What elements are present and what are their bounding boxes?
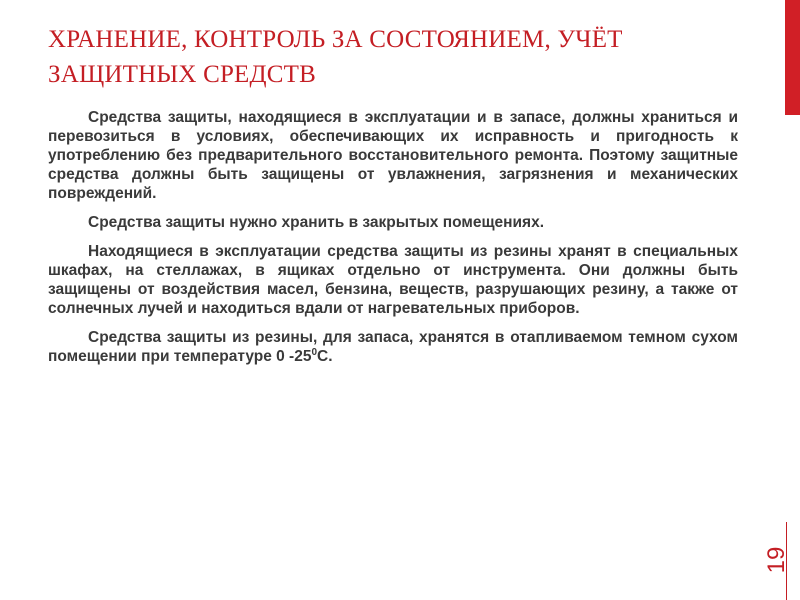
paragraph-rubber-reserve-text: Средства защиты из резины, для запаса, хранятся в отапливаемом темном сухом помещении при температуре 0 -25 [48, 329, 738, 365]
accent-bar [785, 0, 800, 115]
paragraph-rubber-reserve-unit: С. [317, 348, 333, 365]
slide-number: 19 [763, 546, 790, 574]
paragraph-rubber-in-use: Находящиеся в эксплуатации средства защиты из резины хранят в специальных шкафах, на стеллажах, в ящиках отдельно от инструмента. Они должны быть защищены от воздействия масел, бензина, веществ, разрушающих резину, а также от солнечных лучей и находиться вдали от нагревательных приборов. [48, 243, 738, 317]
degree-superscript: 0 [311, 346, 318, 358]
paragraph-rubber-reserve [48, 328, 738, 366]
slide-body [48, 108, 738, 376]
paragraph-closed-rooms: Средства защиты нужно хранить в закрытых помещениях. [88, 214, 545, 231]
slide-title: ХРАНЕНИЕ, КОНТРОЛЬ ЗА СОСТОЯНИЕМ, УЧЁТ ЗАЩИТНЫХ СРЕДСТВ [48, 26, 623, 88]
paragraph-storage-conditions: Средства защиты, находящиеся в эксплуатации и в запасе, должны храниться и перевозиться в условиях, обеспечивающих их исправность и пригодность к употреблению без предварительного восстановительного ремонта. Поэтому защитные средства должны быть защищены от увлажнения, загрязнения и механических повреждений. [48, 109, 738, 202]
